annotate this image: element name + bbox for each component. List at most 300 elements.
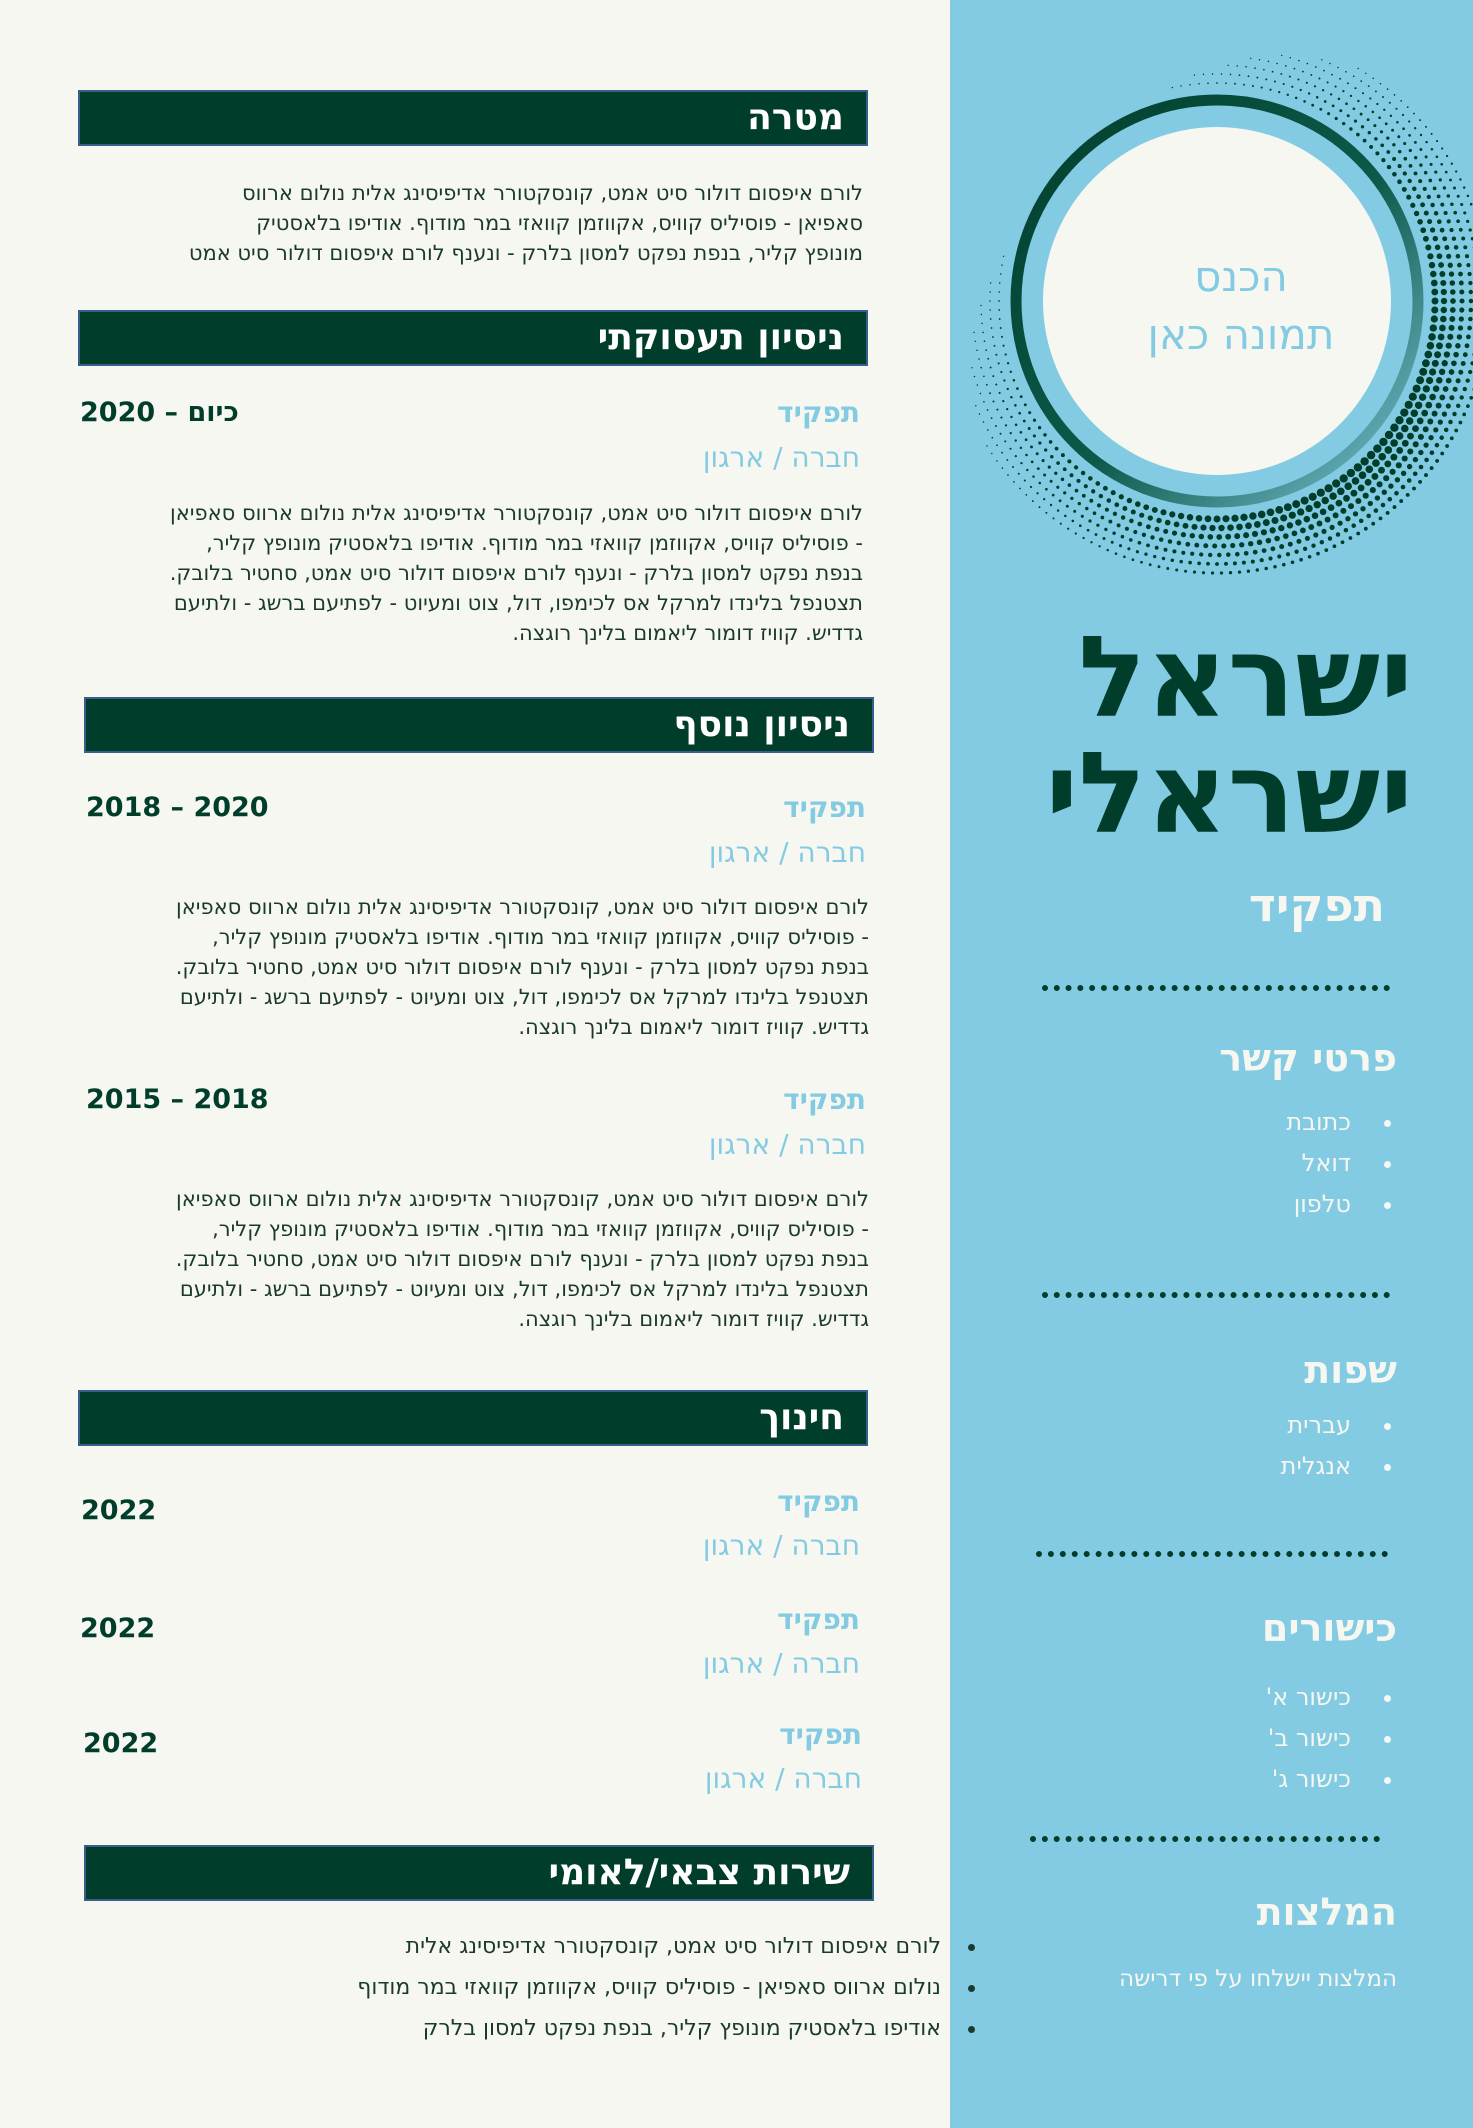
halftone-dot: [1252, 531, 1258, 537]
halftone-dot: [1418, 179, 1422, 183]
halftone-dot: [1179, 560, 1183, 564]
halftone-dot: [983, 375, 985, 377]
halftone-dot: [1413, 471, 1418, 476]
halftone-dot: [978, 358, 980, 360]
halftone-dot: [975, 405, 976, 406]
halftone-dot: [1111, 541, 1114, 544]
halftone-dot: [1121, 535, 1125, 539]
halftone-dot: [1336, 500, 1343, 507]
halftone-dot: [1423, 236, 1429, 242]
halftone-dot: [1227, 524, 1234, 531]
halftone-dot: [1308, 92, 1310, 94]
halftone-dot: [1148, 515, 1153, 520]
halftone-dot: [1408, 134, 1411, 137]
halftone-dot: [1350, 95, 1352, 97]
halftone-dot: [1422, 359, 1430, 367]
halftone-dot: [1256, 568, 1259, 571]
halftone-dot: [1339, 109, 1342, 112]
halftone-dot: [1297, 508, 1304, 515]
halftone-dot: [1423, 385, 1430, 392]
halftone-dot: [1324, 548, 1328, 552]
halftone-dot: [1372, 78, 1374, 80]
halftone-dot: [1329, 525, 1334, 530]
halftone-dot: [1380, 83, 1382, 85]
halftone-dot: [1129, 538, 1133, 542]
halftone-dot: [1379, 438, 1387, 446]
halftone-dot: [1456, 378, 1461, 383]
halftone-dot: [987, 429, 989, 431]
halftone-dot: [1441, 147, 1443, 149]
halftone-dot: [1414, 141, 1417, 144]
halftone-dot: [1163, 529, 1168, 534]
halftone-dot: [1465, 343, 1470, 348]
halftone-dot: [1333, 544, 1337, 548]
halftone-dot: [1216, 534, 1222, 540]
halftone-dot: [1441, 298, 1447, 304]
halftone-dot: [1400, 408, 1408, 416]
halftone-dot: [1101, 516, 1105, 520]
halftone-dot: [1119, 544, 1122, 547]
halftone-dot: [1172, 531, 1177, 536]
halftone-dot: [1461, 361, 1466, 366]
halftone-dot: [1024, 479, 1026, 481]
halftone-dot: [1190, 533, 1195, 538]
halftone-dot: [1049, 440, 1053, 444]
halftone-dot: [1468, 317, 1473, 322]
halftone-dot: [1415, 402, 1422, 409]
halftone-dot: [1044, 448, 1047, 451]
halftone-dot: [1245, 66, 1247, 68]
halftone-dot: [1283, 83, 1285, 85]
halftone-dot: [1446, 254, 1451, 259]
service-list: [357, 1926, 981, 2049]
halftone-dot: [1218, 525, 1224, 531]
halftone-dot: [1337, 488, 1345, 496]
halftone-dot: [1384, 446, 1392, 454]
halftone-dot: [1172, 87, 1173, 88]
halftone-dot: [1205, 515, 1212, 522]
halftone-dot: [1010, 396, 1012, 398]
halftone-dot: [1226, 552, 1231, 557]
halftone-dot: [1119, 494, 1124, 499]
halftone-dot: [998, 309, 1000, 311]
halftone-dot: [1070, 473, 1074, 477]
halftone-dot: [1279, 544, 1284, 549]
halftone-dot: [1088, 519, 1091, 522]
halftone-dot: [1394, 94, 1396, 96]
halftone-dot: [1459, 228, 1463, 232]
halftone-dot: [1454, 429, 1458, 433]
halftone-dot: [1342, 122, 1345, 125]
halftone-dot: [1316, 96, 1319, 99]
halftone-dot: [1261, 529, 1267, 535]
halftone-dot: [1443, 386, 1449, 392]
halftone-dot: [1193, 571, 1196, 574]
halftone-dot: [1103, 537, 1106, 540]
halftone-dot: [1308, 524, 1314, 530]
halftone-dot: [989, 300, 991, 302]
halftone-dot: [1393, 505, 1397, 509]
halftone-dot: [1325, 517, 1331, 523]
halftone-dot: [1014, 404, 1017, 407]
halftone-dot: [974, 376, 976, 378]
halftone-dot: [1459, 298, 1464, 303]
halftone-dot: [1309, 493, 1317, 501]
halftone-dot: [1424, 351, 1432, 359]
halftone-dot: [985, 349, 987, 351]
halftone-dot: [1311, 544, 1315, 548]
halftone-dot: [1390, 454, 1397, 461]
halftone-dot: [1380, 130, 1383, 133]
halftone-dot: [1401, 485, 1406, 490]
halftone-dot: [1184, 570, 1187, 573]
halftone-dot: [1178, 513, 1184, 519]
halftone-dot: [1007, 474, 1009, 476]
halftone-dot: [1149, 563, 1152, 566]
halftone-dot: [1231, 515, 1238, 522]
halftone-dot: [1380, 143, 1384, 147]
halftone-dot: [1002, 400, 1004, 402]
halftone-dot: [1032, 475, 1034, 477]
halftone-dot: [1322, 89, 1324, 91]
halftone-dot: [1081, 471, 1085, 475]
halftone-dot: [1356, 133, 1360, 137]
halftone-dot: [1095, 481, 1100, 486]
halftone-dot: [1012, 466, 1014, 468]
halftone-dot: [1301, 497, 1309, 505]
halftone-dot: [1414, 156, 1417, 159]
halftone-dot: [1329, 492, 1337, 500]
halftone-dot: [1200, 525, 1206, 531]
skills-heading: כישורים: [1261, 1606, 1397, 1650]
halftone-dot: [1357, 68, 1358, 69]
divider: [1042, 985, 1390, 991]
halftone-dot: [1306, 82, 1308, 84]
halftone-dot: [1125, 527, 1129, 531]
halftone-dot: [1244, 551, 1249, 556]
halftone-dot: [1191, 524, 1197, 530]
halftone-dot: [1423, 442, 1428, 447]
halftone-dot: [1446, 155, 1448, 157]
halftone-dot: [1026, 469, 1028, 471]
halftone-dot: [1414, 127, 1416, 129]
halftone-dot: [1171, 558, 1175, 562]
halftone-dot: [1427, 342, 1435, 350]
halftone-dot: [999, 318, 1001, 320]
service-item: אודיפו בלאסטיק מונופץ קליר, בנפת נפקט למסון בלרק: [357, 2008, 981, 2049]
text-line: לורם איפסום דולור סיט אמט, קונסקטורר אדיפיסינג אלית נולום ארווס סאפיאן: [170, 501, 863, 525]
halftone-dot: [1439, 325, 1446, 332]
halftone-dot: [1362, 92, 1364, 94]
halftone-dot: [1112, 531, 1115, 534]
halftone-dot: [1001, 336, 1003, 338]
halftone-dot: [1194, 74, 1195, 75]
contact-email: דואל: [1286, 1143, 1391, 1184]
halftone-dot: [1010, 432, 1012, 434]
halftone-dot: [1349, 127, 1352, 130]
halftone-dot: [1453, 187, 1456, 190]
halftone-dot: [1434, 211, 1439, 216]
halftone-dot: [1360, 457, 1368, 465]
halftone-dot: [1417, 418, 1424, 425]
halftone-dot: [1275, 506, 1283, 514]
halftone-dot: [977, 384, 979, 386]
halftone-dot: [1428, 435, 1433, 440]
halftone-dot: [1165, 520, 1171, 526]
halftone-dot: [1098, 545, 1100, 547]
halftone-dot: [1115, 552, 1118, 555]
halftone-dot: [1302, 71, 1304, 73]
halftone-dot: [1108, 520, 1112, 524]
halftone-dot: [1258, 511, 1266, 519]
additional-experience-heading: ניסיון נוסף: [84, 697, 874, 753]
halftone-dot: [1413, 385, 1421, 393]
halftone-dot: [1212, 543, 1217, 548]
halftone-dot: [1403, 171, 1407, 175]
halftone-dot: [1440, 452, 1444, 456]
halftone-dot: [1063, 491, 1066, 494]
halftone-dot: [1072, 520, 1075, 523]
halftone-dot: [1129, 519, 1134, 524]
halftone-dot: [1230, 74, 1232, 76]
halftone-dot: [1023, 420, 1026, 423]
halftone-dot: [1375, 151, 1379, 155]
halftone-dot: [1390, 424, 1398, 432]
halftone-dot: [1385, 431, 1393, 439]
halftone-dot: [1097, 503, 1101, 507]
halftone-dot: [1003, 379, 1005, 381]
halftone-dot: [1324, 100, 1327, 103]
halftone-dot: [1249, 512, 1256, 519]
halftone-dot: [1150, 535, 1154, 539]
halftone-dot: [1215, 562, 1219, 566]
halftone-dot: [1181, 532, 1186, 537]
halftone-dot: [1229, 571, 1232, 574]
halftone-dot: [1068, 483, 1072, 487]
halftone-dot: [1002, 467, 1004, 469]
halftone-dot: [1420, 134, 1422, 136]
halftone-dot: [1280, 73, 1282, 75]
halftone-dot: [1370, 487, 1376, 493]
photo-area: [950, 0, 1473, 600]
halftone-dot: [981, 323, 983, 325]
halftone-dot: [1113, 512, 1117, 516]
halftone-dot: [1390, 469, 1396, 475]
halftone-dot: [1127, 498, 1132, 503]
halftone-dot: [1382, 96, 1384, 98]
halftone-dot: [990, 282, 991, 283]
halftone-dot: [1056, 461, 1060, 465]
halftone-dot: [1437, 219, 1442, 224]
halftone-dot: [1020, 431, 1023, 434]
halftone-dot: [989, 291, 990, 292]
halftone-dot: [1000, 273, 1002, 275]
halftone-dot: [1339, 78, 1341, 80]
halftone-dot: [1278, 525, 1284, 531]
halftone-dot: [1388, 483, 1393, 488]
halftone-dot: [980, 367, 982, 369]
halftone-dot: [1378, 116, 1381, 119]
experience-heading: ניסיון תעסוקתי: [78, 310, 868, 366]
halftone-dot: [1262, 548, 1267, 553]
halftone-dot: [1340, 508, 1346, 514]
halftone-dot: [1457, 195, 1460, 198]
halftone-dot: [981, 314, 982, 315]
halftone-dot: [1330, 93, 1332, 95]
halftone-dot: [1020, 447, 1022, 449]
halftone-dot: [1263, 69, 1265, 71]
halftone-dot: [1450, 203, 1454, 207]
halftone-dot: [1054, 472, 1057, 475]
additional-description: [69, 1184, 869, 1334]
text-line: בנפת נפקט למסון בלרק - ונענף לורם איפסום דולור סיט אמט, סחטיר בלובק.: [175, 1247, 869, 1271]
halftone-dot: [1234, 533, 1240, 539]
halftone-dot: [1320, 508, 1327, 515]
halftone-dot: [1416, 194, 1421, 199]
halftone-dot: [1075, 532, 1077, 534]
halftone-dot: [1409, 393, 1417, 401]
halftone-dot: [1050, 455, 1053, 458]
halftone-dot: [994, 345, 996, 347]
halftone-dot: [1353, 511, 1358, 516]
halftone-dot: [1392, 157, 1396, 161]
halftone-dot: [1424, 211, 1429, 216]
halftone-dot: [1371, 473, 1378, 480]
halftone-dot: [987, 358, 989, 360]
language-item: עברית: [1281, 1405, 1391, 1446]
halftone-dot: [1268, 556, 1272, 560]
halftone-dot: [983, 401, 985, 403]
halftone-dot: [1440, 203, 1444, 207]
halftone-dot: [1460, 203, 1463, 206]
halftone-dot: [989, 309, 991, 311]
halftone-dot: [1295, 519, 1302, 526]
divider: [1036, 1551, 1388, 1557]
halftone-dot: [1390, 439, 1398, 447]
halftone-dot: [1413, 457, 1418, 462]
halftone-dot: [1382, 490, 1387, 495]
halftone-dot: [1221, 73, 1223, 75]
halftone-dot: [1320, 540, 1324, 544]
halftone-dot: [999, 282, 1001, 284]
halftone-dot: [1294, 68, 1296, 70]
halftone-dot: [1207, 534, 1213, 540]
halftone-dot: [1440, 228, 1445, 233]
halftone-dot: [1278, 91, 1280, 93]
halftone-dot: [1248, 541, 1253, 546]
halftone-dot: [1052, 494, 1055, 497]
halftone-dot: [1367, 118, 1370, 121]
halftone-dot: [1374, 508, 1379, 513]
halftone-dot: [1345, 102, 1348, 105]
halftone-dot: [1424, 458, 1429, 463]
halftone-dot: [1373, 444, 1381, 452]
halftone-dot: [1303, 100, 1306, 103]
halftone-dot: [1321, 497, 1328, 504]
text-line: תצטנפל בלינדו למרקל אס לכימפו, דול, צוט ומעיוט - לפתיעם ברשג - ולתיעם: [179, 1277, 869, 1301]
halftone-dot: [1386, 136, 1389, 139]
halftone-dot: [1363, 493, 1369, 499]
halftone-dot: [1349, 536, 1353, 540]
additional-dates: 2015 – 2018: [86, 1084, 269, 1115]
halftone-dot: [1467, 272, 1471, 276]
halftone-dot: [1133, 530, 1137, 534]
halftone-dot: [1037, 467, 1040, 470]
halftone-dot: [1254, 67, 1256, 69]
halftone-dot: [1324, 484, 1332, 492]
halftone-dot: [1033, 419, 1036, 422]
halftone-dot: [1365, 465, 1373, 473]
halftone-dot: [1020, 395, 1023, 398]
halftone-dot: [1336, 532, 1341, 537]
languages-heading: שפות: [1304, 1348, 1397, 1392]
halftone-dot: [1039, 506, 1041, 508]
halftone-dot: [1006, 459, 1008, 461]
halftone-dot: [1323, 70, 1325, 72]
halftone-dot: [1426, 377, 1433, 384]
halftone-dot: [1317, 489, 1325, 497]
halftone-dot: [1162, 557, 1165, 560]
halftone-dot: [1459, 178, 1461, 180]
halftone-dot: [1381, 503, 1386, 508]
halftone-dot: [1289, 512, 1296, 519]
halftone-dot: [1449, 271, 1454, 276]
halftone-dot: [1164, 548, 1168, 552]
halftone-dot: [1451, 360, 1457, 366]
halftone-dot: [1431, 280, 1438, 287]
halftone-dot: [1214, 516, 1221, 523]
halftone-dot: [1315, 66, 1317, 68]
halftone-dot: [1416, 376, 1424, 384]
halftone-dot: [1347, 114, 1350, 117]
halftone-dot: [1257, 540, 1262, 545]
halftone-dot: [1390, 115, 1392, 117]
halftone-dot: [1444, 245, 1449, 250]
halftone-dot: [1030, 486, 1032, 488]
halftone-dot: [1340, 474, 1348, 482]
halftone-dot: [1343, 495, 1350, 502]
halftone-dot: [1392, 143, 1395, 146]
text-line: גדדיש. קוויז דומור ליאמום בלינך רוגצה.: [512, 621, 863, 645]
halftone-dot: [1314, 85, 1316, 87]
halftone-dot: [976, 349, 978, 351]
halftone-dot: [1408, 120, 1410, 122]
halftone-dot: [1317, 521, 1323, 527]
halftone-dot: [1444, 211, 1448, 215]
halftone-dot: [1354, 87, 1356, 89]
halftone-dot: [1424, 171, 1428, 175]
halftone-dot: [1430, 203, 1434, 207]
service-heading: שירות צבאי/לאומי: [84, 1845, 874, 1901]
halftone-dot: [1367, 451, 1375, 459]
halftone-dot: [1127, 547, 1130, 550]
halftone-dot: [982, 332, 984, 334]
halftone-dot: [1332, 479, 1340, 487]
halftone-dot: [1375, 495, 1380, 500]
halftone-dot: [1401, 471, 1406, 476]
halftone-dot: [1196, 515, 1203, 522]
halftone-dot: [1398, 164, 1402, 168]
halftone-dot: [1106, 549, 1108, 551]
halftone-dot: [1460, 395, 1464, 399]
halftone-dot: [1450, 289, 1456, 295]
halftone-dot: [991, 417, 993, 419]
contact-heading: פרטי קשר: [1219, 1036, 1397, 1080]
halftone-dot: [1268, 61, 1270, 63]
halftone-dot: [1327, 112, 1330, 115]
halftone-dot: [1031, 461, 1034, 464]
halftone-dot: [1239, 542, 1244, 547]
